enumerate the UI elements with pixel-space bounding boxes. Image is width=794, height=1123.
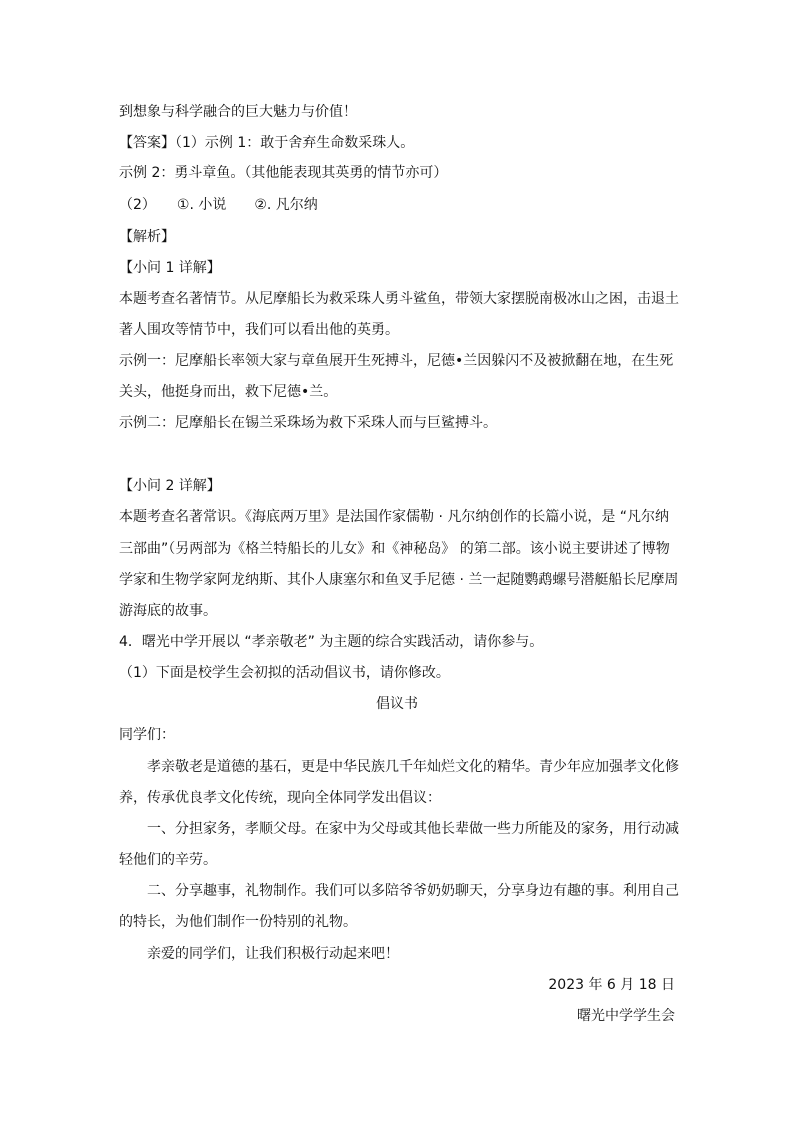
answer-line: 【答案】（1）示例 1：敢于舍弃生命数采珠人。 [119, 135, 415, 151]
text-line: 本题考查名著常识。《海底两万里》是法国作家儒勒 · 凡尔纳创作的长篇小说，是 “凡尔纳 [119, 509, 670, 525]
text-line: 轻他们的辛劳。 [119, 852, 217, 868]
text-line: 示例 2：勇斗章鱼。（其他能表现其英勇的情节亦可） [119, 165, 448, 181]
text-line: 到想象与科学融合的巨大魅力与价值！ [119, 104, 357, 120]
text-line: 本题考查名著情节。从尼摩船长为救采珠人勇斗鲨鱼，带领大家摆脱南极冰山之困，击退土 [119, 291, 679, 307]
text-line: 示例二：尼摩船长在锡兰采珠场为救下采珠人而与巨鲨搏斗。 [119, 415, 497, 431]
text-line: 孝亲敬老是道德的基石，更是中华民族几千年灿烂文化的精华。青少年应加强孝文化修 [147, 759, 679, 775]
signature-line: 曙光中学学生会 [577, 1008, 675, 1024]
text-line: 养，传承优良孝文化传统，现向全体同学发出倡议： [119, 790, 441, 806]
date-line: 2023 年 6 月 18 日 [548, 977, 675, 993]
text-line: 学家和生物学家阿龙纳斯、其仆人康塞尔和鱼叉手尼德 · 兰一起随鹦鹉螺号潜艇船长尼摩周 [119, 572, 679, 588]
text-line: 三部曲”（另两部为《格兰特船长的儿女》和《神秘岛》 的第二部。该小说主要讲述了博物 [119, 541, 670, 557]
question-4: 4．曙光中学开展以 “孝亲敬老” 为主题的综合实践活动，请你参与。 [119, 634, 544, 650]
text-line: 游海底的故事。 [119, 603, 217, 619]
sub-question-heading: 【小问 2 详解】 [119, 478, 221, 494]
salutation: 同学们： [119, 727, 175, 743]
text-line: （1）下面是校学生会初拟的活动倡议书，请你修改。 [119, 665, 450, 681]
text-line: 亲爱的同学们，让我们积极行动起来吧！ [147, 946, 399, 962]
analysis-heading: 【解析】 [119, 229, 175, 245]
text-line: 示例一：尼摩船长率领大家与章鱼展开生死搏斗，尼德•兰因躲闪不及被掀翻在地，在生死 [119, 353, 674, 369]
sub-question-heading: 【小问 1 详解】 [119, 260, 221, 276]
text-line: 二、分享趣事，礼物制作。我们可以多陪爷爷奶奶聊天，分享身边有趣的事。利用自己 [147, 883, 679, 899]
text-line: 著人围攻等情节中，我们可以看出他的英勇。 [119, 322, 399, 338]
text-line: （2） ①. 小说 ②. 凡尔纳 [119, 197, 318, 213]
text-line: 一、分担家务，孝顺父母。在家中为父母或其他长辈做一些力所能及的家务，用行动减 [147, 821, 679, 837]
proposal-title: 倡议书 [376, 696, 418, 712]
text-line: 的特长，为他们制作一份特别的礼物。 [119, 914, 357, 930]
text-line: 关头，他挺身而出，救下尼德•兰。 [119, 384, 338, 400]
